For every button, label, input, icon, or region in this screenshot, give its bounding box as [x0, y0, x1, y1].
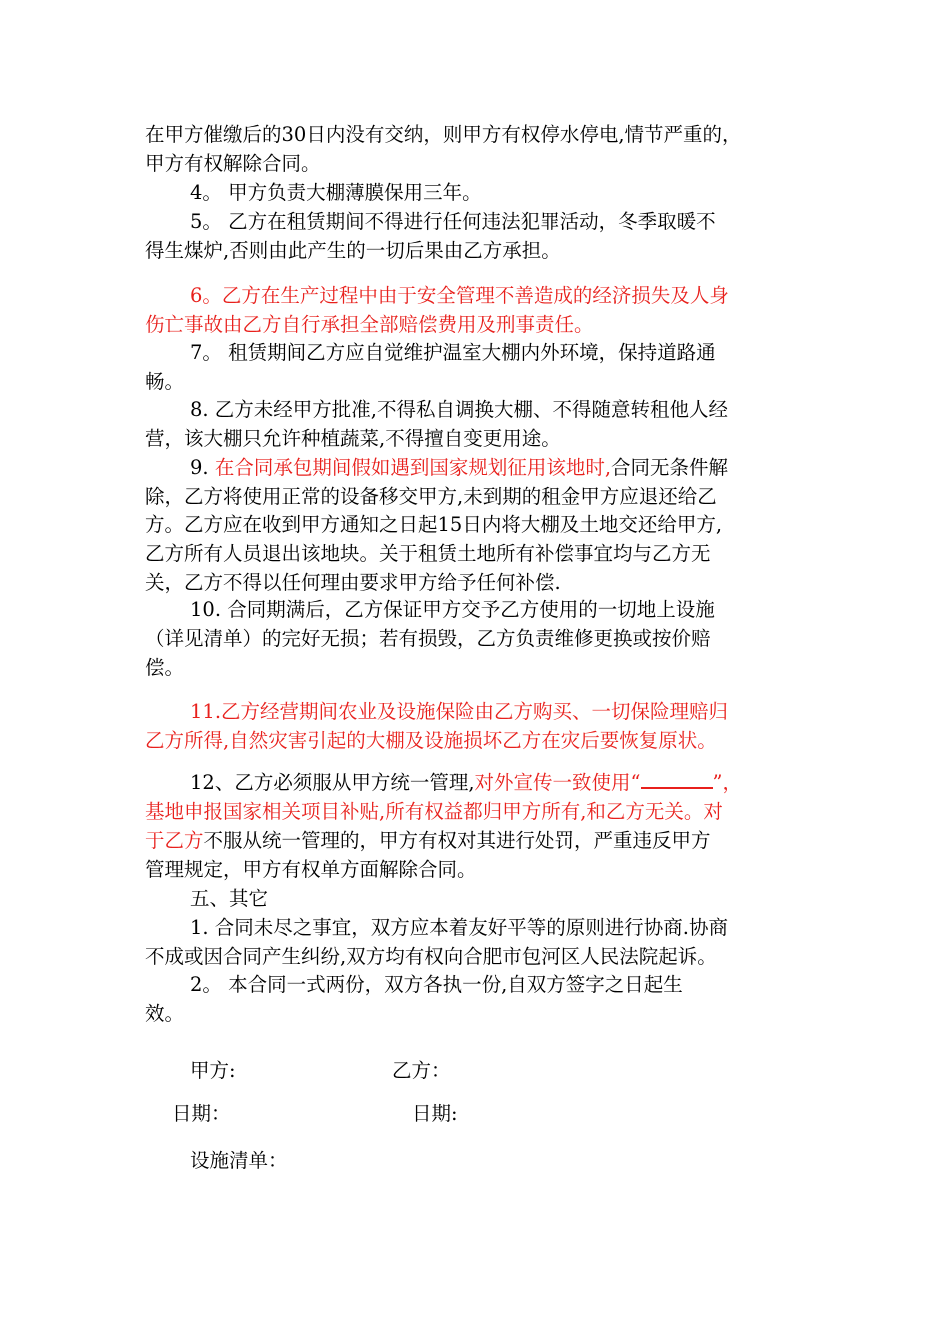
highlighted-text: 11.乙方经营期间农业及设施保险由乙方购买、一切保险理赔归	[190, 700, 729, 723]
contract-line	[145, 310, 594, 339]
text-segment: 合同无条件解	[611, 456, 729, 479]
date-a-label: 日期：	[172, 1102, 231, 1125]
text-segment: 偿。	[145, 656, 185, 679]
text-segment: 12、乙方必须服从甲方统一管理,	[190, 771, 475, 794]
contract-line	[190, 453, 728, 482]
contract-line	[145, 855, 477, 884]
text-segment: （详见清单）的完好无损；若有损毁，乙方负责维修更换或按价赔	[145, 627, 711, 650]
contract-line	[145, 826, 711, 855]
contract-line	[190, 338, 716, 367]
contract-line	[190, 970, 683, 999]
contract-line	[190, 697, 728, 726]
text-segment: 除，乙方将使用正常的设备移交甲方,未到期的租金甲方应退还给乙	[145, 485, 717, 508]
contract-line	[145, 510, 722, 539]
contract-line	[190, 281, 729, 310]
text-segment: 7。 租赁期间乙方应自觉维护温室大棚内外环境，保持道路通	[190, 341, 716, 364]
highlighted-text: ”，	[712, 771, 742, 794]
highlighted-text: 6。乙方在生产过程中由于安全管理不善造成的经济损失及人身	[190, 284, 729, 307]
fill-in-blank	[641, 769, 713, 789]
date-b-label: 日期:	[412, 1102, 458, 1125]
text-segment: 得生煤炉,否则由此产生的一切后果由乙方承担。	[145, 239, 561, 262]
contract-line	[190, 178, 482, 207]
contract-line	[145, 539, 711, 568]
contract-line	[145, 149, 321, 178]
text-segment: 10. 合同期满后，乙方保证甲方交予乙方使用的一切地上设施	[190, 598, 715, 621]
text-segment: 4。 甲方负责大棚薄膜保用三年。	[190, 181, 482, 204]
contract-line	[145, 942, 717, 971]
highlighted-text: 乙方所得,自然灾害引起的大棚及设施损坏乙方在灾后要恢复原状。	[145, 729, 717, 752]
text-segment: 5。 乙方在租赁期间不得进行任何违法犯罪活动，冬季取暖不	[190, 210, 716, 233]
text-segment: 乙方所有人员退出该地块。关于租赁土地所有补偿事宜均与乙方无	[145, 542, 711, 565]
text-segment: 甲方有权解除合同。	[145, 152, 321, 175]
text-segment: 在甲方催缴后的30日内没有交纳，则甲方有权停水停电,情节严重的，	[145, 123, 742, 146]
text-segment: 关，乙方不得以任何理由要求甲方给予任何补偿.	[145, 571, 561, 594]
contract-line	[145, 424, 561, 453]
contract-line	[145, 624, 711, 653]
text-segment: 营，该大棚只允许种植蔬菜,不得擅自变更用途。	[145, 427, 561, 450]
contract-line	[190, 913, 728, 942]
contract-line	[145, 482, 717, 511]
contract-line	[190, 768, 742, 797]
contract-line	[190, 884, 268, 913]
facility-list-label: 设施清单：	[190, 1149, 288, 1172]
text-segment: 不成或因合同产生纠纷,双方均有权向合肥市包河区人民法院起诉。	[145, 945, 717, 968]
contract-line	[190, 207, 716, 236]
party-a-label: 甲方:	[190, 1059, 236, 1082]
text-segment: 管理规定，甲方有权单方面解除合同。	[145, 858, 477, 881]
highlighted-text: 伤亡事故由乙方自行承担全部赔偿费用及刑事责任。	[145, 313, 594, 336]
contract-line	[145, 367, 184, 396]
contract-line	[190, 595, 715, 624]
contract-line	[145, 797, 723, 826]
contract-line	[145, 726, 717, 755]
text-segment: 效。	[145, 1002, 185, 1025]
text-segment: 9.	[190, 456, 215, 479]
highlighted-text: 对外宣传一致使用“	[474, 771, 641, 794]
contract-line	[145, 120, 742, 149]
text-segment: 方。乙方应在收到甲方通知之日起15日内将大棚及土地交还给甲方,	[145, 513, 723, 536]
text-segment: 1. 合同未尽之事宜，双方应本着友好平等的原则进行协商.协商	[190, 916, 729, 939]
text-segment: 2。 本合同一式两份，双方各执一份,自双方签字之日起生	[190, 973, 683, 996]
highlighted-text: 于乙方	[145, 829, 204, 852]
contract-line	[190, 395, 728, 424]
text-segment: 8. 乙方未经甲方批准,不得私自调换大棚、不得随意转租他人经	[190, 398, 729, 421]
contract-line	[145, 236, 561, 265]
highlighted-text: 在合同承包期间假如遇到国家规划征用该地时,	[214, 456, 612, 479]
contract-line	[145, 999, 184, 1028]
highlighted-text: 基地申报国家相关项目补贴,所有权益都归甲方所有,和乙方无关。对	[145, 800, 723, 823]
text-segment: 不服从统一管理的，甲方有权对其进行处罚，严重违反甲方	[203, 829, 711, 852]
text-segment: 畅。	[145, 370, 185, 393]
party-b-label: 乙方：	[392, 1059, 451, 1082]
contract-line	[145, 568, 561, 597]
contract-line	[145, 653, 184, 682]
text-segment: 五、其它	[190, 887, 269, 910]
